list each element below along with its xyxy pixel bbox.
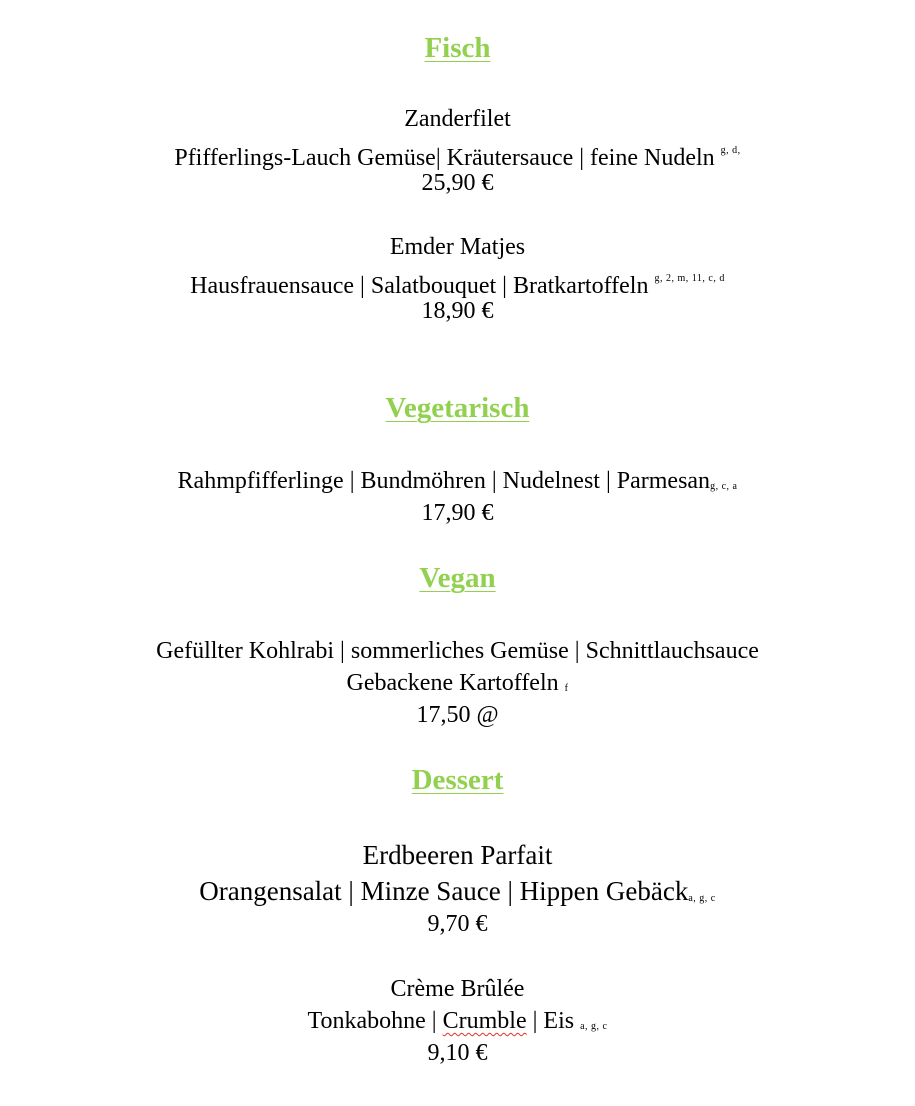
section-heading-dessert: Dessert bbox=[411, 764, 504, 796]
section-heading-fisch: Fisch bbox=[424, 32, 491, 64]
dish-name-erdbeeren-parfait: Erdbeeren Parfait bbox=[362, 840, 553, 870]
dish-description-text: Hausfrauensauce | Salatbouquet | Bratkartoffeln bbox=[190, 273, 649, 299]
allergen-codes: g, c, a bbox=[710, 481, 738, 492]
dish-description-text: Gebackene Kartoffeln bbox=[346, 670, 559, 696]
allergen-codes: g, d, bbox=[720, 145, 741, 156]
dish-name-emder-matjes: Emder Matjes bbox=[389, 234, 526, 260]
allergen-codes: a, g, c bbox=[688, 893, 716, 904]
section-heading-vegan: Vegan bbox=[419, 562, 496, 594]
dish-description-text: Pfifferlings-Lauch Gemüse| Kräutersauce | feine Nudeln bbox=[174, 145, 715, 171]
dish-price-creme-brulee: 9,10 € bbox=[427, 1040, 488, 1066]
dish-name-creme-brulee: Crème Brûlée bbox=[390, 976, 525, 1002]
section-heading-vegetarisch: Vegetarisch bbox=[385, 392, 530, 424]
allergen-codes: a, g, c bbox=[580, 1021, 608, 1032]
dish-description-text: Orangensalat | Minze Sauce | Hippen Gebäck bbox=[199, 876, 689, 906]
dish-price-erdbeeren-parfait: 9,70 € bbox=[427, 911, 488, 937]
dish-description-kohlrabi: Gefüllter Kohlrabi | sommerliches Gemüse | Schnittlauchsauce bbox=[156, 638, 759, 664]
allergen-codes: g, 2, m, 11, c, d bbox=[654, 273, 725, 284]
dish-price-rahmpfifferlinge: 17,90 € bbox=[421, 500, 494, 526]
allergen-codes: f bbox=[564, 683, 569, 694]
dish-description-text-a: Tonkabohne | bbox=[307, 1008, 443, 1034]
dish-description-text: Rahmpfifferlinge | Bundmöhren | Nudelnest | Parmesan bbox=[177, 468, 711, 494]
spellcheck-marked-word: Crumble bbox=[442, 1008, 527, 1034]
dish-price-kohlrabi: 17,50 @ bbox=[416, 702, 499, 728]
dish-price-emder-matjes: 18,90 € bbox=[421, 298, 494, 324]
dish-description-text-c: | Eis bbox=[526, 1008, 575, 1034]
dish-name-zanderfilet: Zanderfilet bbox=[404, 106, 511, 132]
dish-price-zanderfilet: 25,90 € bbox=[421, 170, 494, 196]
